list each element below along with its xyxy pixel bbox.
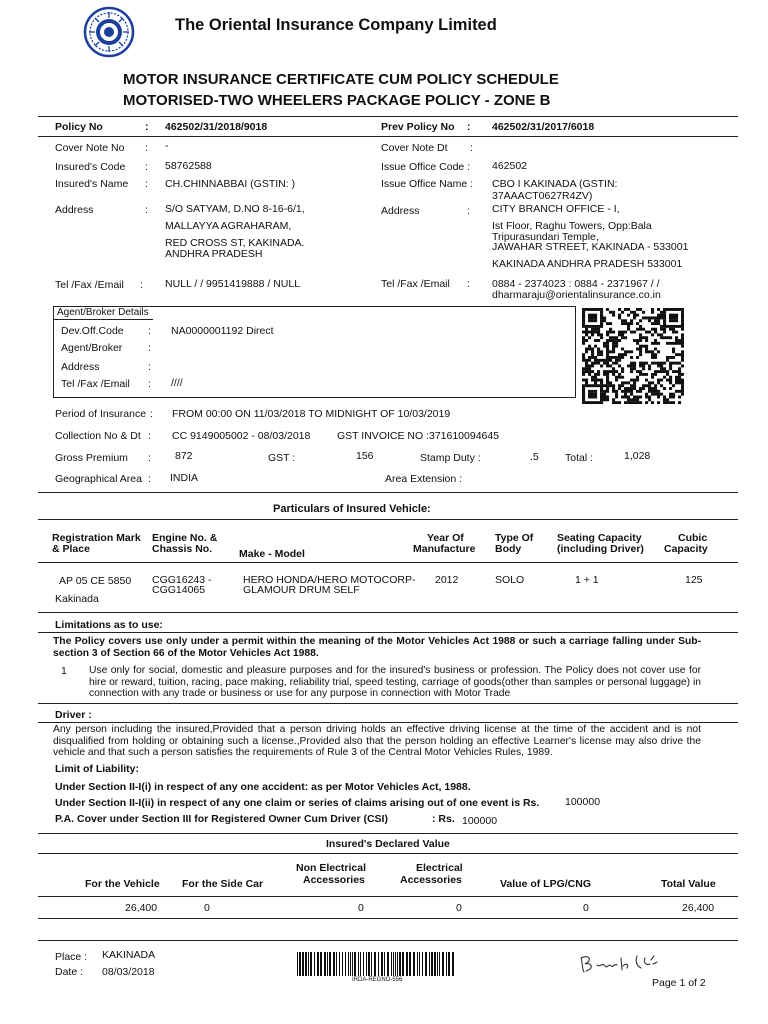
col-reg-place: & Place <box>52 543 90 555</box>
limitations-title: Limitations as to use: <box>55 619 163 631</box>
insured-code-label: Insured's Code <box>55 161 126 173</box>
address-line1: S/O SATYAM, D.NO 8-16-6/1, <box>165 203 305 215</box>
liability-line1: Under Section II-I(i) in respect of any one accident: as per Motor Vehicles Act, 1988. <box>55 781 471 793</box>
col-make-model: Make - Model <box>239 548 305 560</box>
collection-value: CC 9149005002 - 08/03/2018 <box>172 430 311 442</box>
colon: : <box>150 408 153 420</box>
signature <box>575 950 670 976</box>
colon: : <box>467 121 471 133</box>
col-lpg-cng: Value of LPG/CNG <box>500 878 592 890</box>
col-capacity: Capacity <box>664 543 708 555</box>
divider <box>53 319 153 320</box>
reg-mark-value: AP 05 CE 5850 <box>59 575 132 587</box>
reg-place-value: Kakinada <box>55 593 99 605</box>
dev-off-label: Dev.Off.Code <box>61 325 124 337</box>
divider <box>38 703 738 704</box>
gst-invoice: GST INVOICE NO :371610094645 <box>337 430 500 442</box>
liability-title: Limit of Liability: <box>55 763 139 775</box>
date-label: Date : <box>55 966 84 978</box>
divider <box>38 722 738 723</box>
liability-line2: Under Section II-I(ii) in respect of any one claim or series of claims arising out of one event is Rs. <box>55 797 540 809</box>
col-chassis: Chassis No. <box>152 543 213 555</box>
divider <box>38 940 738 941</box>
colon: : <box>148 342 151 354</box>
agent-tel-label: Tel /Fax /Email <box>61 378 130 390</box>
colon: : <box>145 161 148 173</box>
total-value: 1,028 <box>624 450 651 462</box>
address-line3: RED CROSS ST, KAKINADA. <box>165 237 305 249</box>
divider <box>38 562 738 563</box>
colon: : <box>148 430 151 442</box>
geo-area-label: Geographical Area <box>55 473 142 485</box>
colon: : <box>145 204 148 216</box>
office-address-label: Address <box>381 205 420 217</box>
gross-premium-label: Gross Premium <box>55 452 128 464</box>
issue-office-name-line2: 37AAACT0627R4ZV) <box>492 190 593 202</box>
engine-value: CGG16243 - <box>152 574 212 586</box>
place-label: Place : <box>55 951 88 963</box>
prev-policy-label: Prev Policy No <box>381 121 455 133</box>
gross-premium-value: 872 <box>175 450 193 462</box>
office-address-line1: CITY BRANCH OFFICE - I, <box>492 203 620 215</box>
divider <box>38 612 738 613</box>
office-address-line4: JAWAHAR STREET, KAKINADA - 533001 <box>492 241 689 253</box>
col-electrical: Electrical <box>416 862 463 874</box>
divider <box>38 853 738 854</box>
office-address-line5: KAKINADA ANDHRA PRADESH 533001 <box>492 258 683 270</box>
col-seating: Seating Capacity <box>557 532 642 544</box>
issue-office-name-line1: CBO I KAKINADA (GSTIN: <box>492 178 618 190</box>
qr-code <box>582 308 684 404</box>
cover-note-dt-label: Cover Note Dt <box>381 142 448 154</box>
barcode <box>295 952 455 976</box>
vehicle-section-title: Particulars of Insured Vehicle: <box>273 503 431 515</box>
colon: : <box>148 452 151 464</box>
stamp-duty-label: Stamp Duty : <box>420 452 481 464</box>
dev-off-value: NA0000001192 Direct <box>171 325 274 337</box>
liability-line2-value: 100000 <box>565 796 601 808</box>
declared-value-title: Insured's Declared Value <box>326 838 450 850</box>
col-body: Body <box>495 543 522 555</box>
col-year: Year Of <box>427 532 464 544</box>
declared-side-car-value: 0 <box>204 902 210 914</box>
chassis-value: CGG14065 <box>152 584 206 596</box>
cover-note-value: - <box>165 140 169 152</box>
col-manufacture: Manufacture <box>413 543 476 555</box>
collection-label: Collection No & Dt <box>55 430 141 442</box>
col-non-electrical: Non Electrical <box>296 862 367 874</box>
body-value: SOLO <box>495 574 525 586</box>
geo-area-value: INDIA <box>170 472 199 484</box>
liability-line3-value: 100000 <box>462 815 498 827</box>
insured-code-value: 58762588 <box>165 160 212 172</box>
colon: : <box>467 205 470 217</box>
period-value: FROM 00:00 ON 11/03/2018 TO MIDNIGHT OF 10/03/2019 <box>172 408 451 420</box>
divider <box>38 632 738 633</box>
year-value: 2012 <box>435 574 459 586</box>
col-for-vehicle: For the Vehicle <box>85 878 160 890</box>
address-label: Address <box>55 204 94 216</box>
agent-tel-value: //// <box>171 377 183 389</box>
period-label: Period of Insurance <box>55 408 147 420</box>
make-model-line2: GLAMOUR DRUM SELF <box>243 584 360 596</box>
col-engine: Engine No. & <box>152 532 218 544</box>
colon: : <box>145 121 149 133</box>
colon: : <box>148 378 151 390</box>
insured-name-value: CH.CHINNABBAI (GSTIN: ) <box>165 178 296 190</box>
col-reg-mark: Registration Mark <box>52 532 141 544</box>
declared-total-value: 26,400 <box>682 902 715 914</box>
insured-name-label: Insured's Name <box>55 178 129 190</box>
col-type: Type Of <box>495 532 534 544</box>
driver-title: Driver : <box>55 709 92 721</box>
office-address-line3: Tripurasundari Temple, <box>492 231 599 243</box>
total-label: Total : <box>565 452 594 464</box>
agent-box-title: Agent/Broker Details <box>57 307 149 318</box>
tel-label: Tel /Fax /Email <box>55 279 124 291</box>
divider <box>38 918 738 919</box>
address-line4: ANDHRA PRADESH <box>165 248 263 260</box>
office-address-line2: Ist Floor, Raghu Towers, Opp:Bala <box>492 220 652 232</box>
col-total-value: Total Value <box>661 878 716 890</box>
seating-value: 1 + 1 <box>575 574 599 586</box>
driver-text: Any person including the insured,Provided that a person driving holds an effective driving license at the time of the accident and is not disqualified from holding or obtaining such a license.,Provided also that the person holding an effective Learner's license may also drive the vehicle and that such a person satisfies the requirements of Rule 3 of the Central Motor Vehicles Rules, 1989. <box>53 724 701 758</box>
divider <box>38 896 738 897</box>
company-logo <box>83 6 135 58</box>
stamp-duty-value: .5 <box>530 451 539 463</box>
agent-broker-label: Agent/Broker <box>61 342 123 354</box>
agent-address-label: Address <box>61 361 100 373</box>
document-subtitle: MOTORISED-TWO WHEELERS PACKAGE POLICY - ZONE B <box>123 92 551 109</box>
permit-text: The Policy covers use only under a permit within the meaning of the Motor Vehicles Act 1988 or such a carriage falling under Sub-section 3 of Section 66 of the Motor Vehicles Act 1988. <box>53 636 701 659</box>
policy-no-value: 462502/31/2018/9018 <box>165 121 268 133</box>
declared-non-elec-value: 0 <box>358 902 364 914</box>
document-title: MOTOR INSURANCE CERTIFICATE CUM POLICY SCHEDULE <box>123 71 559 88</box>
gst-label: GST : <box>268 452 296 464</box>
divider <box>38 519 738 520</box>
policy-no-label: Policy No <box>55 121 103 133</box>
issue-office-name-label: Issue Office Name : <box>381 178 474 190</box>
col-cubic: Cubic <box>678 532 708 544</box>
declared-elec-value: 0 <box>456 902 462 914</box>
colon: : <box>467 278 470 290</box>
limitation-item-number: 1 <box>61 665 67 677</box>
col-for-side-car: For the Side Car <box>182 878 264 890</box>
col-non-electrical-accessories: Accessories <box>303 874 365 886</box>
declared-vehicle-value: 26,400 <box>125 902 158 914</box>
colon: : <box>140 279 143 291</box>
colon: : <box>148 361 151 373</box>
prev-policy-value: 462502/31/2017/6018 <box>492 121 595 133</box>
date-value: 08/03/2018 <box>102 966 155 978</box>
issue-office-code-label: Issue Office Code : <box>381 161 471 173</box>
col-seating-sub: (including Driver) <box>557 543 644 555</box>
limitation-item-text: Use only for social, domestic and pleasure purposes and for the insured's business or profession. The Policy does not cover use for hire or reward, tuition, racing, pace making, reliability trial, speed testing, carriage of goods(other than samples or personal luggage) in connection with any trade or business or use for any purpose in connection with Motor Trade <box>89 665 701 699</box>
company-name: The Oriental Insurance Company Limited <box>175 16 497 34</box>
colon: : <box>470 142 473 154</box>
colon: : <box>148 473 151 485</box>
cc-value: 125 <box>685 574 703 586</box>
barcode-text: IRDA-REGNO-556 <box>352 977 403 983</box>
divider <box>38 116 738 117</box>
office-email: dharmaraju@orientalinsurance.co.in <box>492 289 661 301</box>
divider <box>38 136 738 137</box>
gst-value: 156 <box>356 450 374 462</box>
divider <box>38 492 738 493</box>
address-line2: MALLAYYA AGRAHARAM, <box>165 220 292 232</box>
page-number: Page 1 of 2 <box>652 977 706 989</box>
divider <box>38 833 738 834</box>
office-tel-label: Tel /Fax /Email <box>381 278 450 290</box>
col-electrical-accessories: Accessories <box>400 874 462 886</box>
area-extension-label: Area Extension : <box>385 473 463 485</box>
declared-lpg-value: 0 <box>583 902 589 914</box>
office-tel-line1: 0884 - 2374023 : 0884 - 2371967 / / <box>492 278 660 290</box>
place-value: KAKINADA <box>102 949 156 961</box>
issue-office-code-value: 462502 <box>492 160 528 172</box>
colon: : <box>148 325 151 337</box>
liability-line3-rs: : Rs. <box>432 813 455 825</box>
colon: : <box>145 178 148 190</box>
cover-note-label: Cover Note No <box>55 142 125 154</box>
liability-line3: P.A. Cover under Section III for Registered Owner Cum Driver (CSI) <box>55 813 388 825</box>
tel-value: NULL / / 9951419888 / NULL <box>165 278 301 290</box>
colon: : <box>145 142 148 154</box>
make-model-line1: HERO HONDA/HERO MOTOCORP- <box>243 574 416 586</box>
